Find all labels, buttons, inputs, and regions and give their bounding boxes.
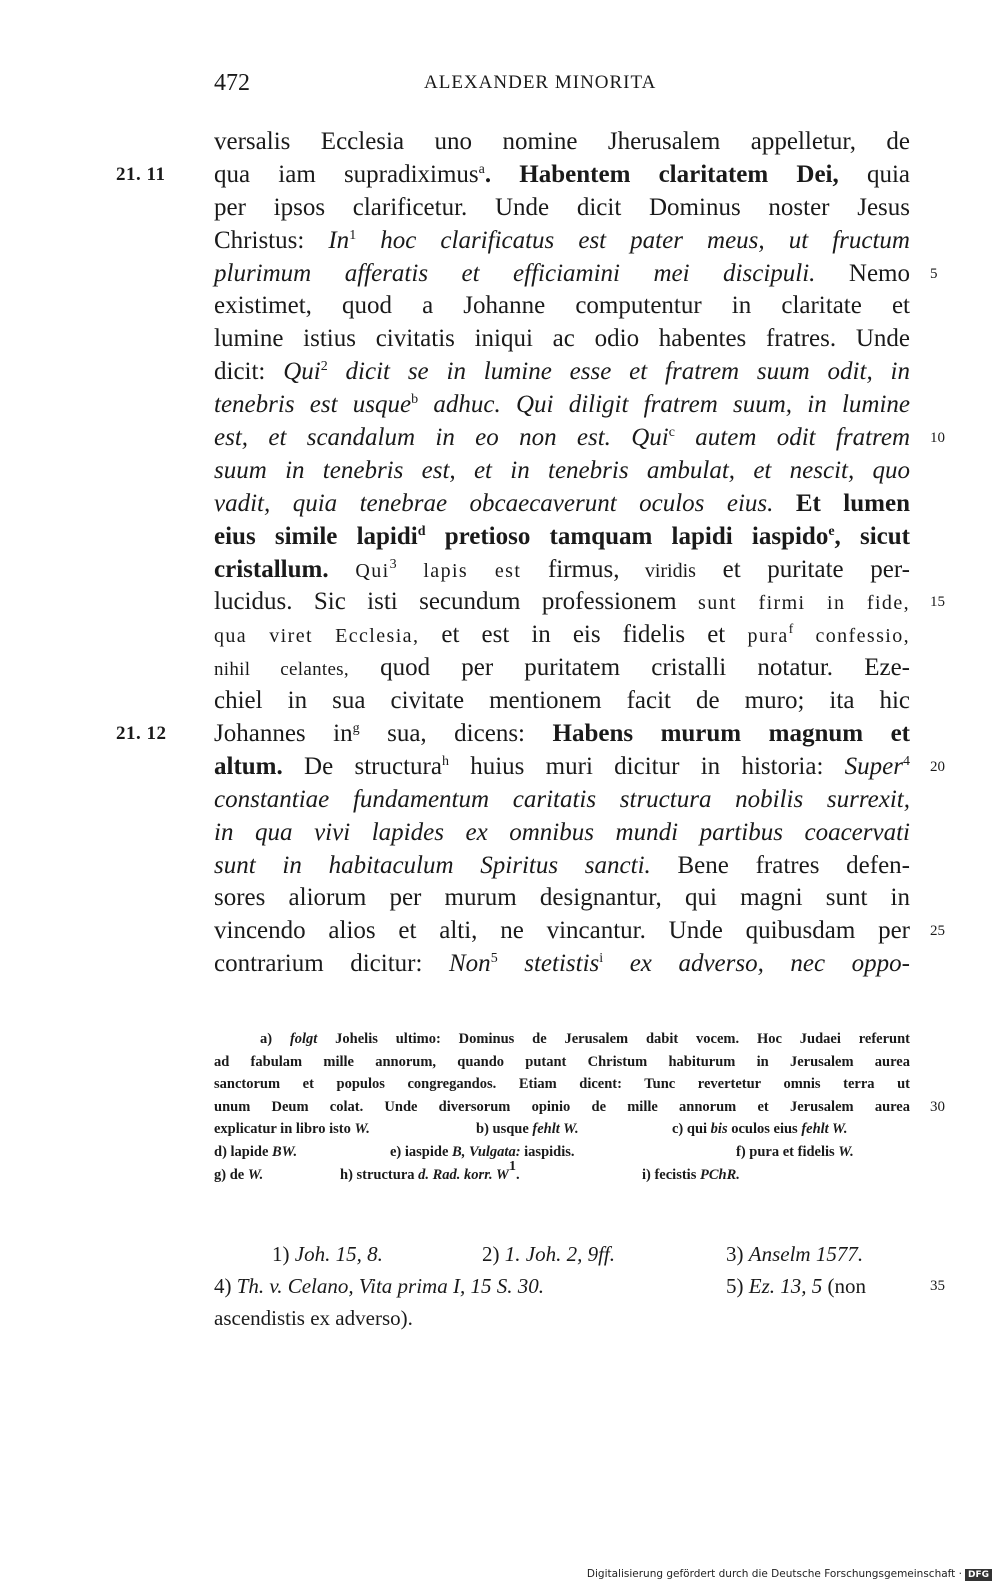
footnote-line: a) folgt Johelis ultimo: Dominus de Jerusalem dabit vocem. Hoc Judaei referunt [260, 1031, 910, 1047]
text-line: est, et scandalum in eo non est. Qui$^c$ autem odit fratrem 10 [214, 422, 910, 455]
dfg-logo: DFG [965, 1569, 992, 1581]
text-line: 21. 12 Johannes $in^g$ sua, dicens: Habens murum magnum et [214, 718, 910, 751]
source-references [214, 1238, 945, 1334]
text-line: eius simile lapidi$^d$ pretioso tamquam lapidi iaspido$^e$, sicut [214, 522, 910, 550]
text-line: vincendo alios et alti, ne vincantur. Unde quibusdam per 25 [214, 915, 910, 948]
verse-reference: 21. 12 [116, 723, 167, 745]
text-line: constantiae fundamentum caritatis structura nobilis surrexit, [214, 785, 910, 813]
line-number: 5 [930, 265, 938, 282]
text-line: nihil celantes, quod per puritatem cristalli notatur. Eze- [214, 654, 910, 682]
text-line: sores aliorum per murum designantur, qui magni sunt in [214, 884, 910, 912]
text-line: altum. De structura$^h$ huius muri dicitur in historia: Super$^4$ 20 [214, 751, 910, 784]
text-line: plurimum afferatis et efficiamini mei discipuli. Nemo 5 [214, 258, 910, 291]
text-line: dicit: Qui$^2$ dicit se in lumine esse et fratrem suum odit, in [214, 358, 910, 386]
text-line: versalis Ecclesia uno nomine Jherusalem appelletur, de [214, 128, 910, 155]
footnote-line: ad fabulam mille annorum, quando putant Christum habiturum in Jerusalem aurea [214, 1053, 910, 1070]
footnote-line: g) de W. h) structura d. Rad. korr. $W^1$. i) fecistis PChR. [214, 1158, 740, 1183]
text-line: contrarium dicitur: Non$^5$ stetistis$^i$ ex adverso, nec oppo- [214, 950, 910, 978]
line-number: 35 [930, 1278, 945, 1294]
text-line: per ipsos clarificetur. Unde dicit Dominus noster Jesus [214, 193, 910, 221]
running-head: ALEXANDER MINORITA [424, 72, 657, 93]
text-line: chiel in sua civitate mentionem facit de muro; ita hic [214, 687, 910, 715]
line-number: 20 [930, 758, 945, 775]
text-line: suum in tenebris est, et in tenebris ambulat, et nescit, quo [214, 456, 910, 484]
digitization-credit: Digitalisierung gefördert durch die Deutsche Forschungsgemeinschaft · DFG [587, 1568, 992, 1581]
footnote-line: explicatur in libro isto W. b) usque fehlt W. c) qui bis oculos eius fehlt W. [214, 1121, 848, 1138]
text-line: qua viret Ecclesia, et est in eis fidelis et pura$^f$ confessio, [214, 621, 911, 649]
text-line: Christus: In$^1$ hoc clarificatus est pater meus, ut fructum [214, 226, 910, 254]
page-header [214, 70, 910, 100]
main-text [116, 126, 945, 981]
text-line: cristallum. Qui$^3$ lapis est firmus, viridis et puritate per- [214, 555, 910, 583]
text-line: lumine istius civitatis iniqui ac odio habentes fratres. Unde [214, 325, 910, 353]
footnote-line: d) lapide BW. e) iaspide B, Vulgata: iaspidis. f) pura et fidelis W. [214, 1143, 854, 1160]
source-line: 1) Joh. 15, 8. 2) 1. Joh. 2, 9ff. 3) Anselm 1577. [272, 1242, 864, 1266]
critical-apparatus [214, 1028, 945, 1186]
text-line: lucidus. Sic isti secundum professionem sunt firmi in fide, 15 [214, 586, 910, 619]
text-line: vadit, quia tenebrae obcaecaverunt oculos eius. Et lumen [214, 489, 910, 517]
source-line: ascendistis ex adverso). [214, 1306, 413, 1330]
footnote-line: unum Deum colat. Unde diversorum opinio de mille annorum et Jerusalem aurea 30 [214, 1096, 910, 1119]
verse-reference: 21. 11 [116, 163, 166, 185]
line-number: 10 [930, 430, 945, 447]
line-number: 15 [930, 594, 945, 611]
line-number: 25 [930, 923, 945, 940]
line-number: 30 [930, 1098, 945, 1115]
text-line: existimet, quod a Johanne computentur in claritate et [214, 292, 910, 320]
text-line: tenebris est usque$^b$ adhuc. Qui diligit fratrem suum, in lumine [214, 391, 910, 419]
text-line: 21. 11 qua iam supradiximus$^a$. Habentem claritatem Dei, quia [214, 159, 910, 192]
source-line: 4) Th. v. Celano, Vita prima I, 15 S. 30. 5) Ez. 13, 5 (non 35 [214, 1270, 910, 1302]
text-line: in qua vivi lapides ex omnibus mundi partibus coacervati [214, 818, 910, 846]
text-line: sunt in habitaculum Spiritus sancti. Bene fratres defen- [214, 851, 910, 879]
page-number: 472 [214, 70, 250, 96]
footnote-line: sanctorum et populos congregandos. Etiam dicent: Tunc revertetur omnis terra ut [214, 1076, 910, 1093]
